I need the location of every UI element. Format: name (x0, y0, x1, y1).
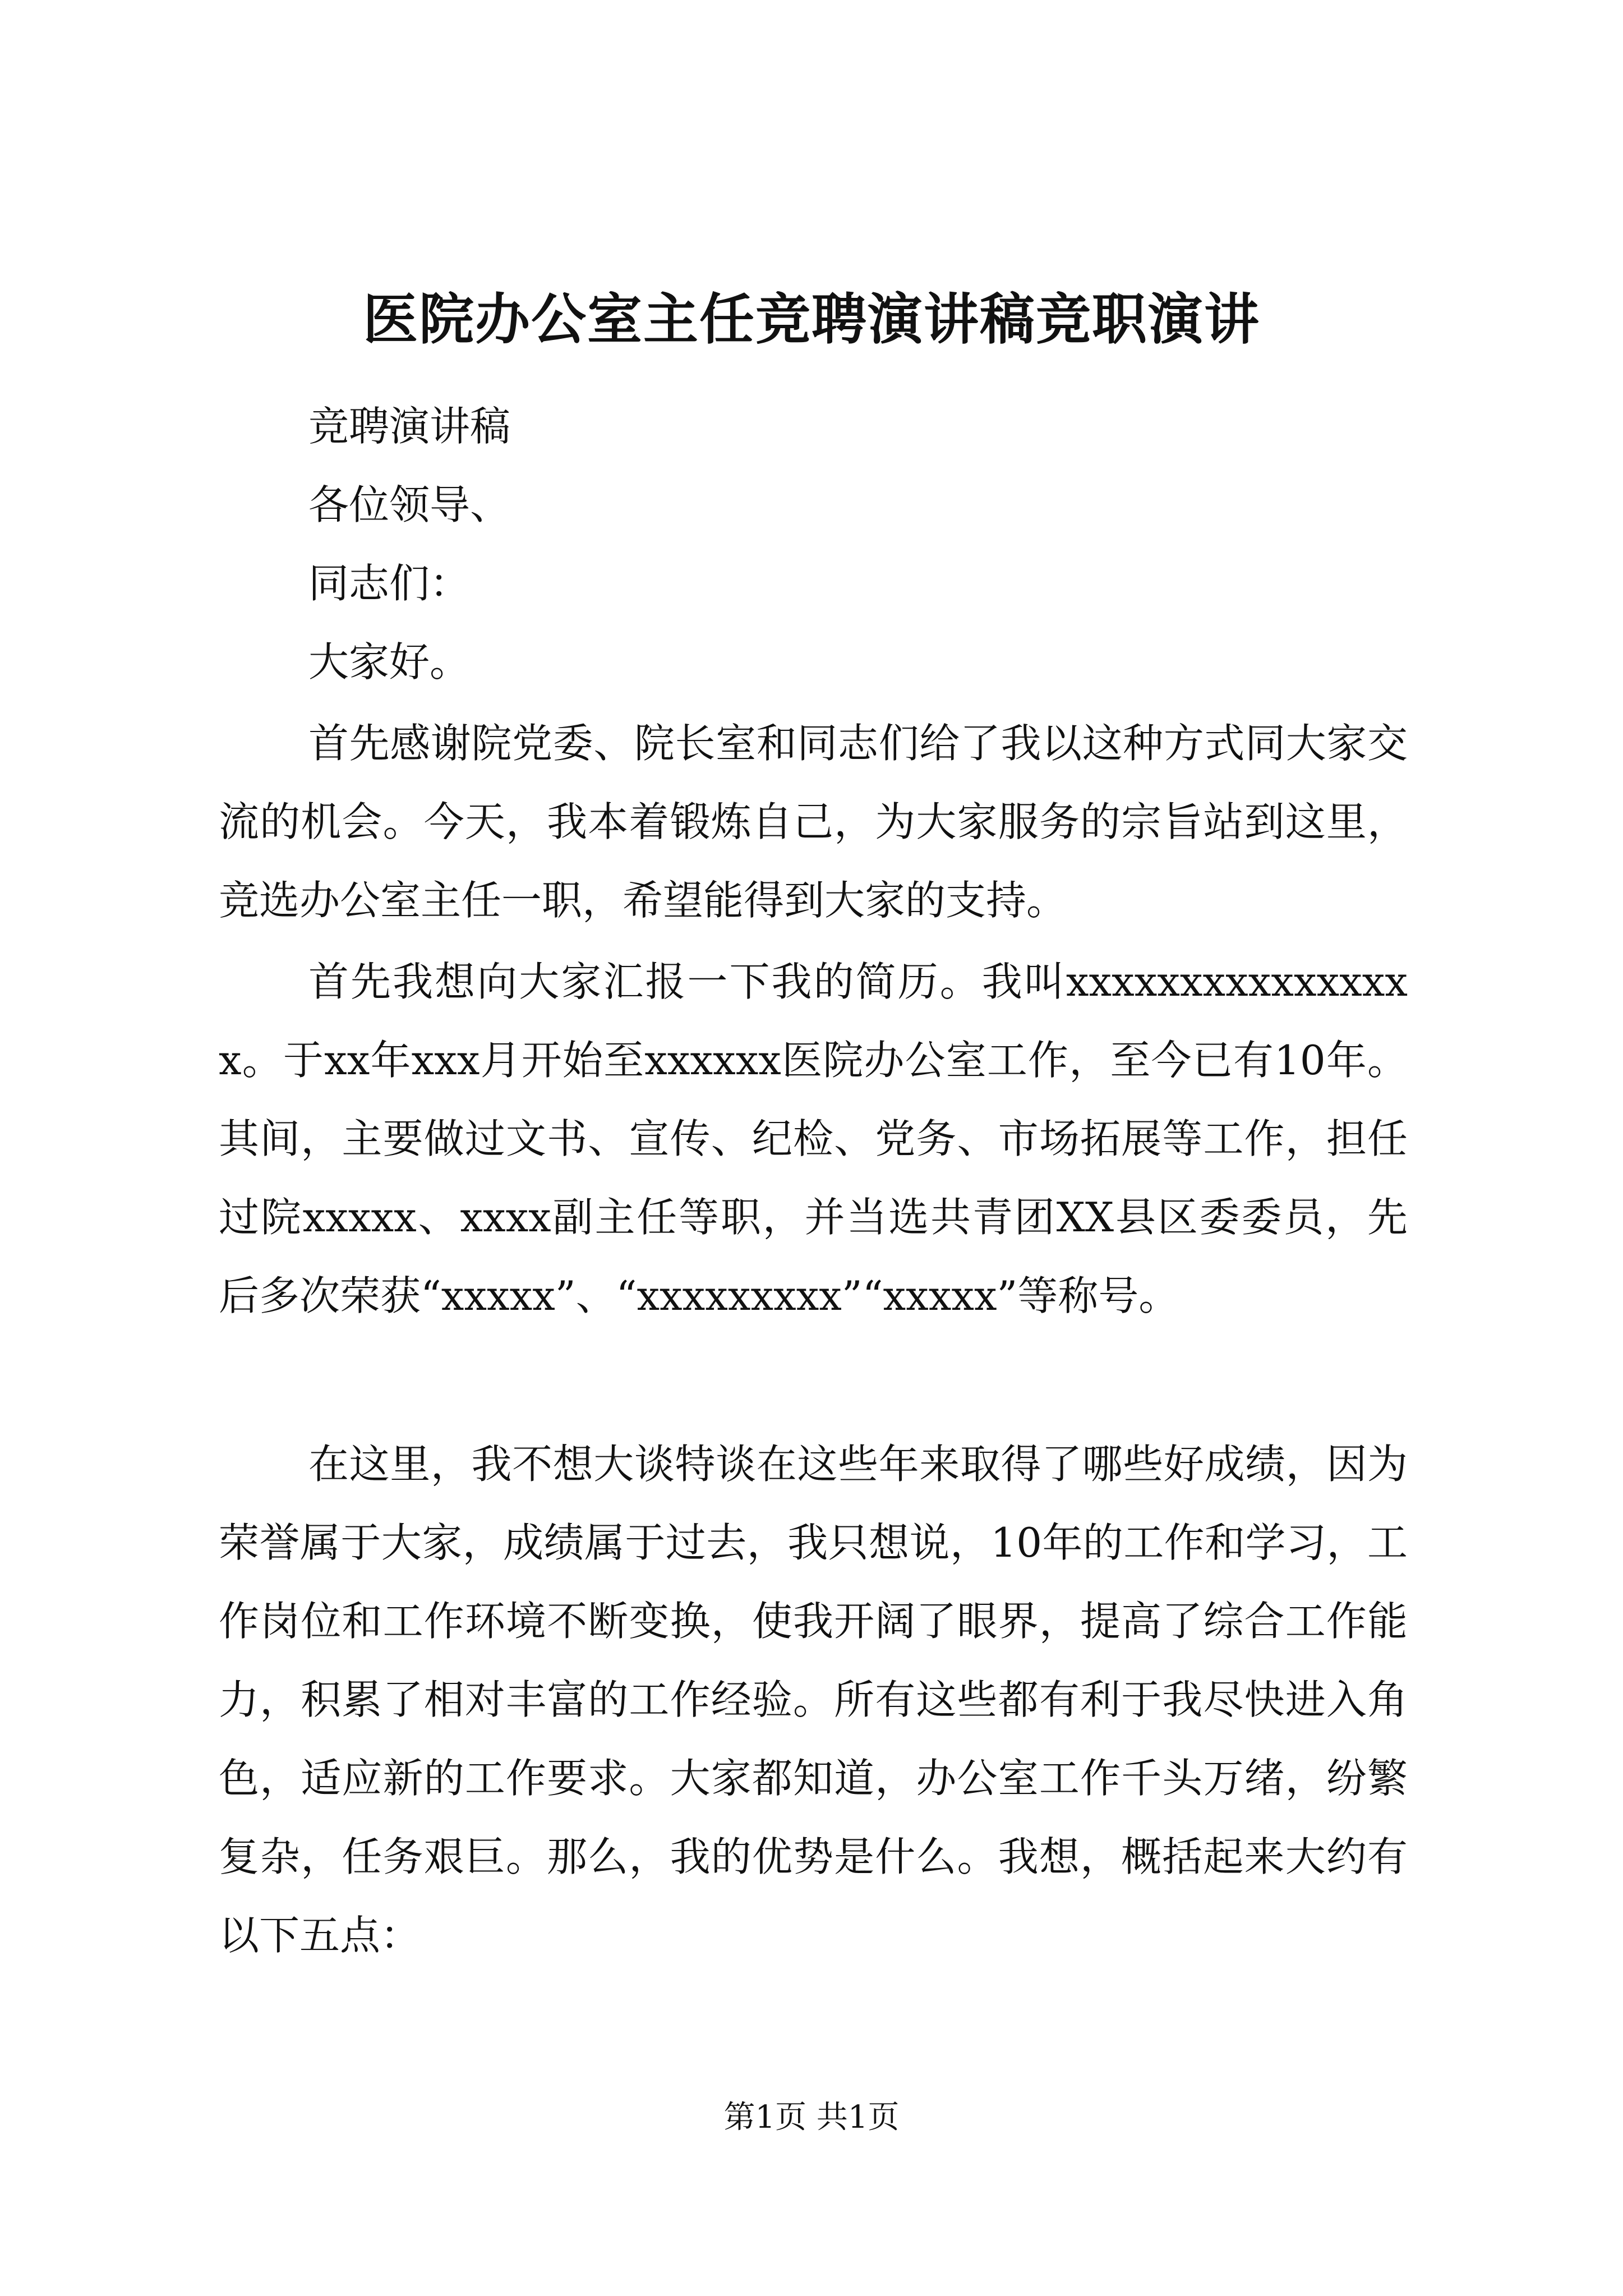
paragraph-resume: 首先我想向大家汇报一下我的简历。我叫xxxxxxxxxxxxxxxx。于xx年xxx月开始至xxxxxx医院办公室工作，至今已有10年。其间，主要做过文书、宣传、纪检、党务、市场拓展等工作，担任过院xxxxx、xxxx副主任等职，并当选共青团XX县区委委员，先后多次荣获“xxxxx”、“xxxxxxxxx”“xxxxx”等称号。 (219, 958, 1408, 1319)
greeting: 大家好。 (308, 638, 471, 685)
document-subtitle: 竞聘演讲稿 (308, 403, 511, 450)
paragraph-thanks: 首先感谢院党委、院长室和同志们给了我以这种方式同大家交流的机会。今天，我本着锻炼自己，为大家服务的宗旨站到这里，竞选办公室主任一职，希望能得到大家的支持。 (219, 720, 1408, 924)
salutation-comrades: 同志们： (308, 560, 471, 607)
salutation-leaders: 各位领导、 (308, 481, 511, 528)
page-number-footer: 第1页 共1页 (723, 2099, 900, 2136)
document-title: 医院办公室主任竞聘演讲稿竞职演讲 (362, 287, 1260, 352)
paragraph-advantages: 在这里，我不想大谈特谈在这些年来取得了哪些好成绩，因为荣誉属于大家，成绩属于过去，我只想说，10年的工作和学习，工作岗位和工作环境不断变换，使我开阔了眼界，提高了综合工作能力，积累了相对丰富的工作经验。所有这些都有利于我尽快进入角色，适应新的工作要求。大家都知道，办公室工作千头万绪，纷繁复杂，任务艰巨。那么，我的优势是什么。我想，概括起来大约有以下五点： (219, 1441, 1408, 1959)
